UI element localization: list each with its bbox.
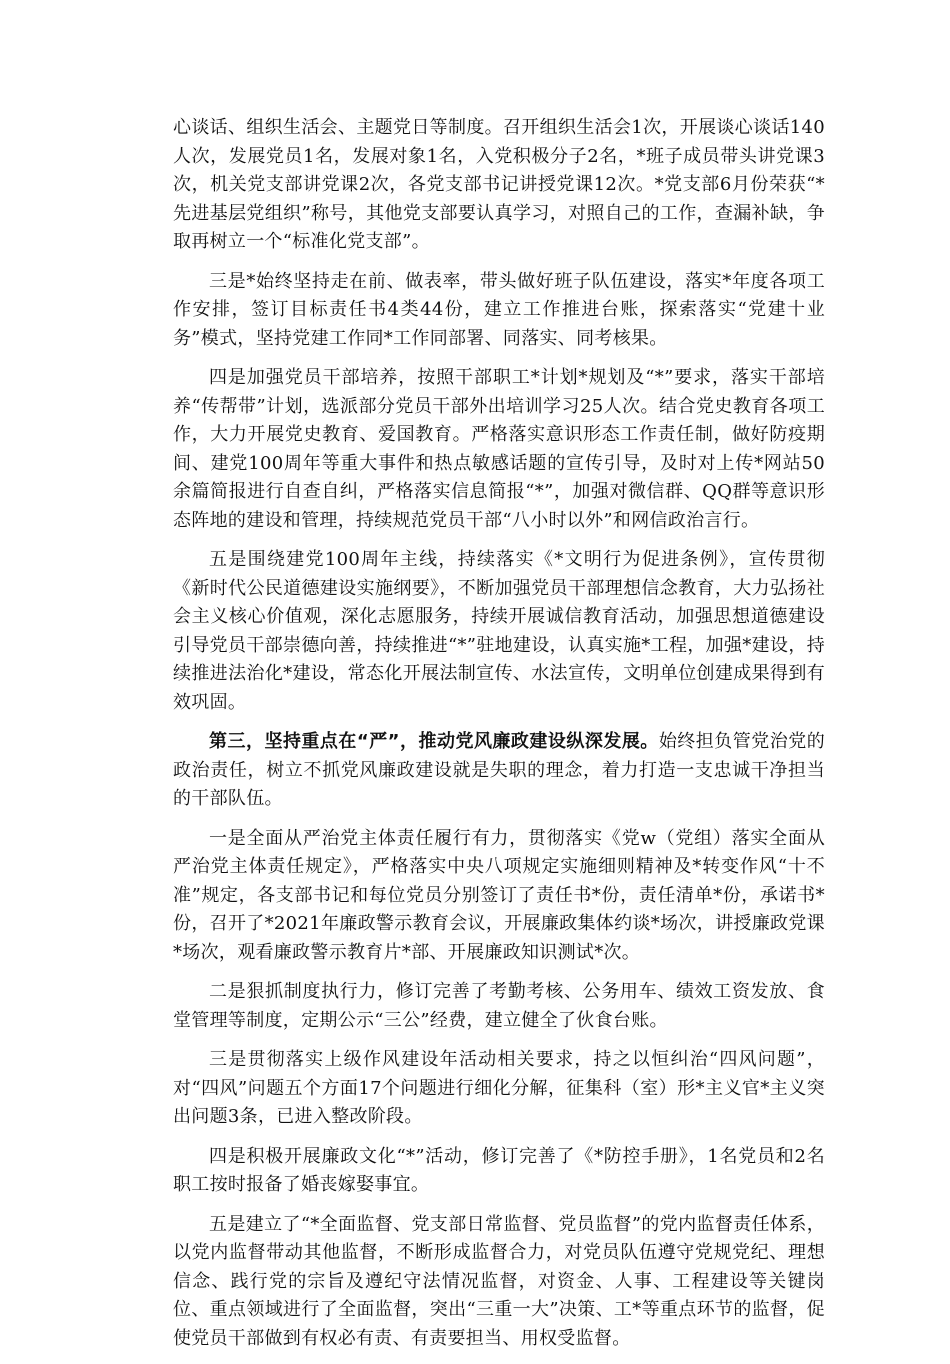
document-page	[173, 114, 825, 1364]
paragraph-3	[173, 364, 825, 535]
paragraph-6	[173, 825, 825, 968]
paragraph-7	[173, 978, 825, 1035]
paragraph-text: 四是积极开展廉政文化“*”活动，修订完善了《*防控手册》，1名党员和2名职工按时报备了婚丧嫁娶事宜。	[173, 1145, 825, 1195]
paragraph-text: 三是*始终坚持走在前、做表率，带头做好班子队伍建设，落实*年度各项工作安排，签订目标责任书4类44份，建立工作推进台账，探索落实“党建十业务”模式，坚持党建工作同*工作同部署、同落实、同考核果。	[173, 270, 825, 349]
paragraph-text: 一是全面从严治党主体责任履行有力，贯彻落实《党w（党组）落实全面从严治党主体责任规定》，严格落实中央八项规定实施细则精神及*转变作风“十不准”规定，各支部书记和每位党员分别签订了责任书*份，责任清单*份，承诺书*份，召开了*2021年廉政警示教育会议，开展廉政集体约谈*场次，讲授廉政党课*场次，观看廉政警示教育片*部、开展廉政知识测试*次。	[173, 827, 825, 963]
paragraph-10	[173, 1211, 825, 1354]
paragraph-9	[173, 1143, 825, 1200]
paragraph-1	[173, 114, 825, 257]
section-heading: 第三，坚持重点在“严”，推动党风廉政建设纵深发展。	[209, 731, 659, 752]
paragraph-text: 五是围绕建党100周年主线，持续落实《*文明行为促进条例》，宣传贯彻《新时代公民道德建设实施纲要》，不断加强党员干部理想信念教育，大力弘扬社会主义核心价值观，深化志愿服务，持续开展诚信教育活动，加强思想道德建设引导党员干部崇德向善，持续推进“*”驻地建设，认真实施*工程，加强*建设，持续推进法治化*建设，常态化开展法制宣传、水法宣传，文明单位创建成果得到有效巩固。	[173, 549, 825, 713]
section-three-paragraph	[173, 728, 825, 814]
paragraph-text: 二是狠抓制度执行力，修订完善了考勤考核、公务用车、绩效工资发放、食堂管理等制度，定期公示“三公”经费，建立健全了伙食台账。	[173, 981, 825, 1031]
paragraph-2	[173, 268, 825, 354]
paragraph-text: 始终担负管党治党的政治责任，树立不抓党风廉政建设就是失职的理念，着力打造一支忠诚干净担当的干部队伍。	[173, 731, 825, 809]
paragraph-text: 心谈话、组织生活会、主题党日等制度。召开组织生活会1次，开展谈心谈话140人次，发展党员1名，发展对象1名，入党积极分子2名，*班子成员带头讲党课3次，机关党支部讲党课2次，各党支部书记讲授党课12次。*党支部6月份荣获“*先进基层党组织”称号，其他党支部要认真学习，对照自己的工作，查漏补缺，争取再树立一个“标准化党支部”。	[173, 117, 825, 252]
paragraph-text: 五是建立了“*全面监督、党支部日常监督、党员监督”的党内监督责任体系，以党内监督带动其他监督，不断形成监督合力，对党员队伍遵守党规党纪、理想信念、践行党的宗旨及遵纪守法情况监督，对资金、人事、工程建设等关键岗位、重点领域进行了全面监督，突出“三重一大”决策、工*等重点环节的监督，促使党员干部做到有权必有责、有责要担当、用权受监督。	[173, 1213, 825, 1349]
paragraph-text: 三是贯彻落实上级作风建设年活动相关要求，持之以恒纠治“四风问题”，对“四风”问题五个方面17个问题进行细化分解，征集科（室）形*主义官*主义突出问题3条，已进入整改阶段。	[173, 1049, 825, 1127]
paragraph-8	[173, 1046, 825, 1132]
paragraph-text: 四是加强党员干部培养，按照干部职工*计划*规划及“*”要求，落实干部培养“传帮带”计划，选派部分党员干部外出培训学习25人次。结合党史教育各项工作，大力开展党史教育、爱国教育。严格落实意识形态工作责任制，做好防疫期间、建党100周年等重大事件和热点敏感话题的宣传引导，及时对上传*网站50余篇简报进行自查自纠，严格落实信息简报“*”，加强对微信群、QQ群等意识形态阵地的建设和管理，持续规范党员干部“八小时以外”和网信政治言行。	[173, 367, 825, 531]
paragraph-4	[173, 546, 825, 717]
